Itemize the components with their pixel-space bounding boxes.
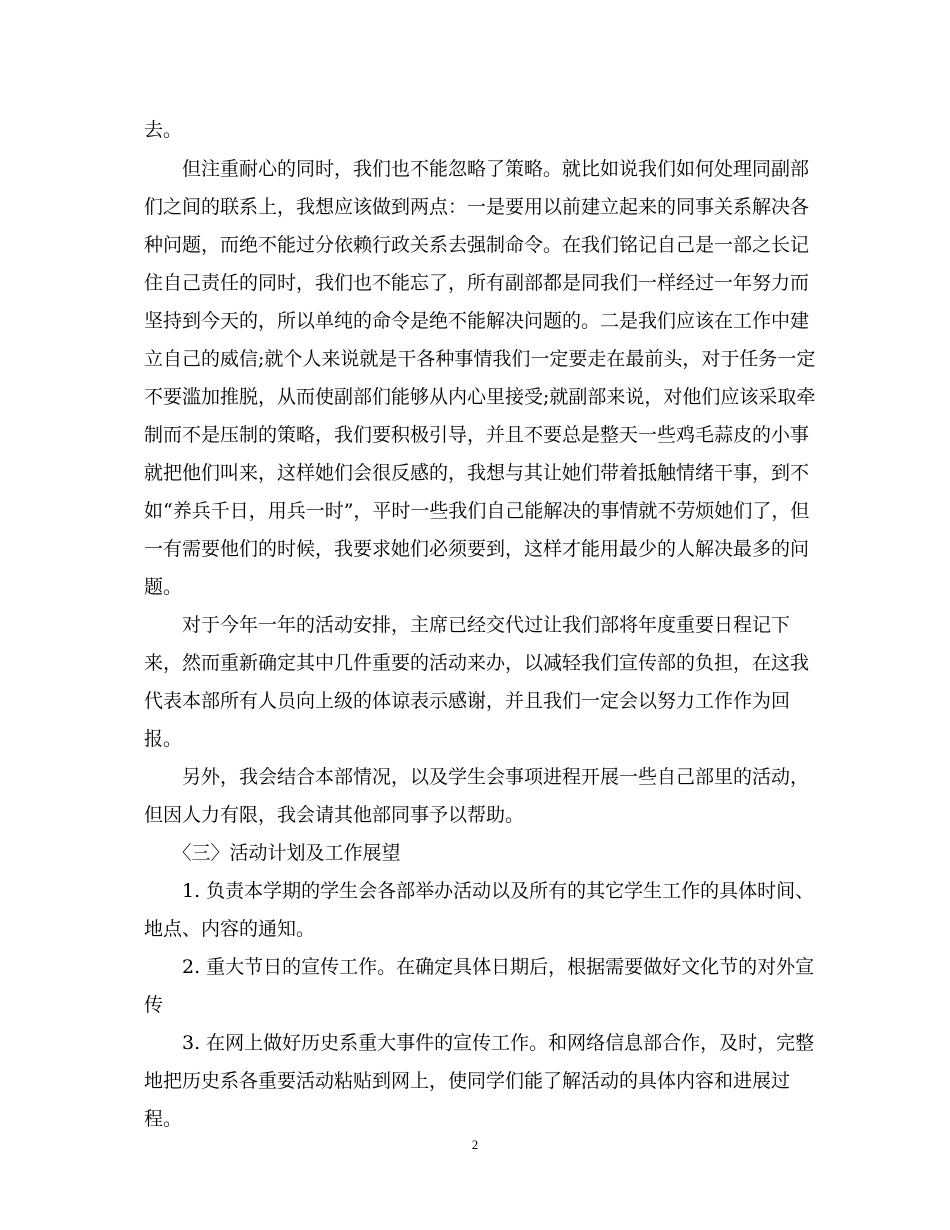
- text-line: 不要滥加推脱，从而使副部们能够从内心里接受;就副部来说，对他们应该采取牵: [144, 386, 816, 408]
- list-item: 3. 在网上做好历史系重大事件的宣传工作。和网络信息部合作，及时，完整: [144, 1032, 815, 1054]
- text-line: 程。: [144, 1108, 183, 1130]
- text-line: 来，然而重新确定其中几件重要的活动来办，以减轻我们宣传部的负担，在这我: [144, 652, 810, 674]
- text-line: 代表本部所有人员向上级的体谅表示感谢，并且我们一定会以努力工作作为回: [144, 690, 791, 712]
- text-line: 题。: [144, 576, 183, 598]
- text-line: 们之间的联系上，我想应该做到两点：一是要用以前建立起来的同事关系解决各: [144, 196, 810, 218]
- text-line: 地把历史系各重要活动粘贴到网上，使同学们能了解活动的具体内容和进展过: [144, 1070, 791, 1092]
- list-item: 2. 重大节日的宣传工作。在确定具体日期后，根据需要做好文化节的对外宣: [144, 956, 815, 978]
- text-line: 立自己的威信;就个人来说就是干各种事情我们一定要走在最前头，对于任务一定: [144, 348, 816, 370]
- text-line: 坚持到今天的，所以单纯的命令是绝不能解决问题的。二是我们应该在工作中建: [144, 310, 810, 332]
- text-line: 报。: [144, 728, 183, 750]
- text-line: 但因人力有限，我会请其他部同事予以帮助。: [144, 804, 525, 826]
- paragraph-line: 另外，我会结合本部情况，以及学生会事项进程开展一些自己部里的活动，: [144, 766, 810, 788]
- paragraph-line: 但注重耐心的同时，我们也不能忽略了策略。就比如说我们如何处理同副部: [144, 158, 810, 180]
- page-number: 2: [471, 1137, 479, 1152]
- list-item: 1. 负责本学期的学生会各部举办活动以及所有的其它学生工作的具体时间、: [144, 880, 815, 902]
- text-line: 如“养兵千日，用兵一时”，平时一些我们自己能解决的事情就不劳烦她们了，但: [144, 500, 810, 522]
- text-line: 一有需要他们的时候，我要求她们必须要到，这样才能用最少的人解决最多的问: [144, 538, 810, 560]
- text-line: 就把他们叫来，这样她们会很反感的，我想与其让她们带着抵触情绪干事，到不: [144, 462, 810, 484]
- section-heading: 〈三〉活动计划及工作展望: [144, 842, 401, 864]
- text-line: 去。: [144, 119, 183, 141]
- text-line: 地点、内容的通知。: [144, 918, 316, 940]
- text-line: 传: [144, 994, 164, 1016]
- text-line: 种问题，而绝不能过分依赖行政关系去强制命令。在我们铭记自己是一部之长记: [144, 234, 810, 256]
- text-line: 住自己责任的同时，我们也不能忘了，所有副部都是同我们一样经过一年努力而: [144, 272, 810, 294]
- paragraph-line: 对于今年一年的活动安排，主席已经交代过让我们部将年度重要日程记下: [144, 614, 791, 636]
- text-line: 制而不是压制的策略，我们要积极引导，并且不要总是整天一些鸡毛蒜皮的小事: [144, 424, 810, 446]
